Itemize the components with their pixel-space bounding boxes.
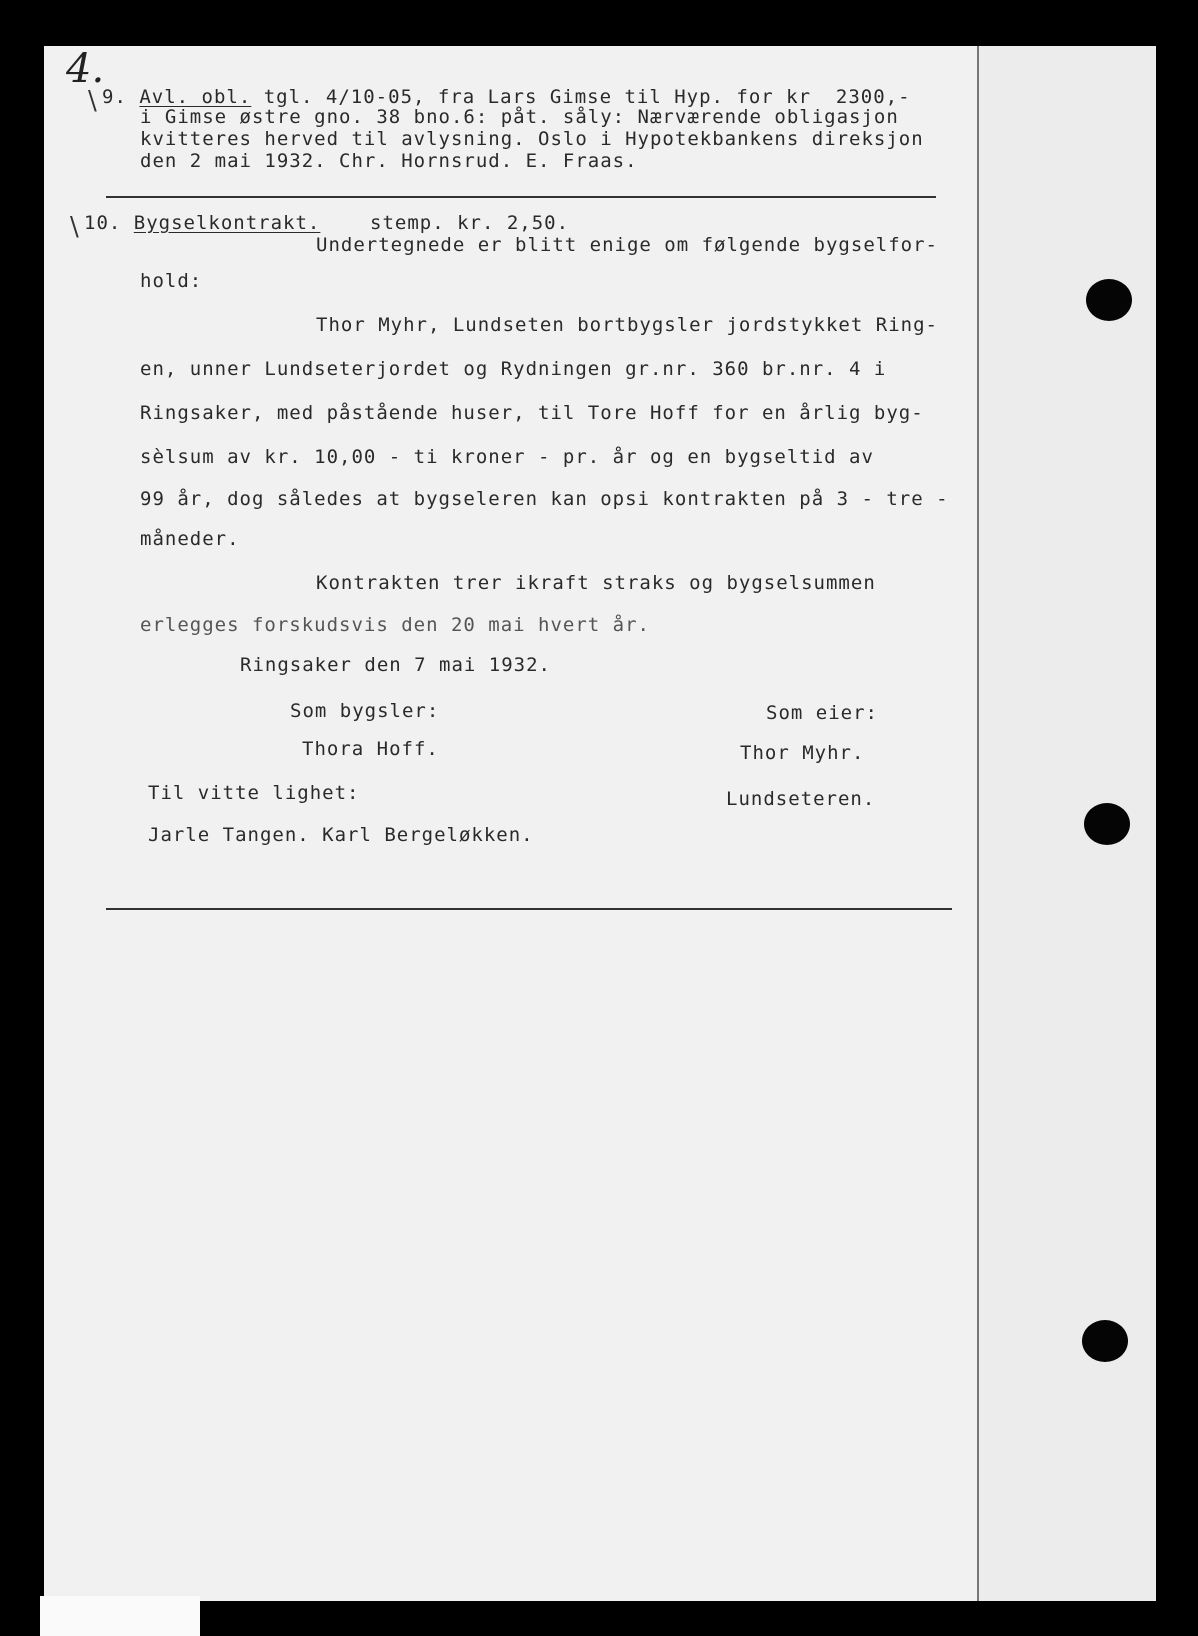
entry-9-heading: Avl. obl. [139, 86, 252, 108]
place-date: Ringsaker den 7 mai 1932. [240, 654, 551, 676]
lessee-name: Thora Hoff. [302, 738, 439, 760]
check-mark-9: \ [88, 86, 97, 116]
entry-10-stamp: stemp. kr. 2,50. [370, 212, 570, 234]
body-line-9: Kontrakten trer ikraft straks og bygselsummen [316, 572, 876, 594]
entry-9-line-4: den 2 mai 1932. Chr. Hornsrud. E. Fraas. [140, 150, 638, 172]
entry-10-heading: Bygselkontrakt. [133, 212, 321, 234]
body-line-6: sèlsum av kr. 10,00 - ti kroner - pr. år og en bygseltid av [140, 446, 874, 468]
entry-10-line-1 [84, 214, 320, 233]
entry-divider-1 [106, 196, 936, 198]
body-line-8: måneder. [140, 528, 240, 550]
owner-place: Lundseteren. [726, 788, 876, 810]
body-line-3: Thor Myhr, Lundseten bortbygsler jordstykket Ring- [316, 314, 938, 336]
margin-mark: 4. [66, 46, 105, 92]
body-line-7: 99 år, dog således at bygseleren kan opsi kontrakten på 3 - tre - [140, 488, 949, 510]
body-line-4: en, unner Lundseterjordet og Rydningen gr.nr. 360 br.nr. 4 i [140, 358, 887, 380]
entry-divider-2 [106, 908, 952, 910]
body-line-1: Undertegnede er blitt enige om følgende bygselfor- [316, 234, 938, 256]
punch-hole-bottom [1082, 1320, 1128, 1362]
lessee-label: Som bygsler: [290, 700, 440, 722]
archive-label [40, 1596, 200, 1636]
entry-9-line-1 [102, 88, 911, 107]
owner-label: Som eier: [766, 702, 878, 724]
owner-name: Thor Myhr. [740, 742, 865, 764]
punch-hole-middle [1084, 803, 1130, 845]
entry-10-number: 10. [84, 212, 122, 234]
body-line-2: hold: [140, 270, 203, 292]
entry-9-line-1-rest: tgl. 4/10-05, fra Lars Gimse til Hyp. for kr 2300,- [251, 86, 911, 108]
body-line-5: Ringsaker, med påstående huser, til Tore Hoff for en årlig byg- [140, 402, 924, 424]
entry-9-number: 9. [102, 86, 127, 108]
check-mark-10: \ [70, 212, 79, 242]
document-page [44, 46, 1154, 1601]
witness-label: Til vitte lighet: [148, 782, 360, 804]
body-line-10: erlegges forskudsvis den 20 mai hvert år. [140, 614, 650, 636]
witness-names: Jarle Tangen. Karl Bergeløkken. [148, 824, 534, 846]
entry-9-line-3: kvitteres herved til avlysning. Oslo i Hypotekbankens direksjon [140, 128, 924, 150]
entry-9-line-2: i Gimse østre gno. 38 bno.6: påt. såly: Nærværende obligasjon [140, 106, 899, 128]
punch-hole-top [1086, 279, 1132, 321]
